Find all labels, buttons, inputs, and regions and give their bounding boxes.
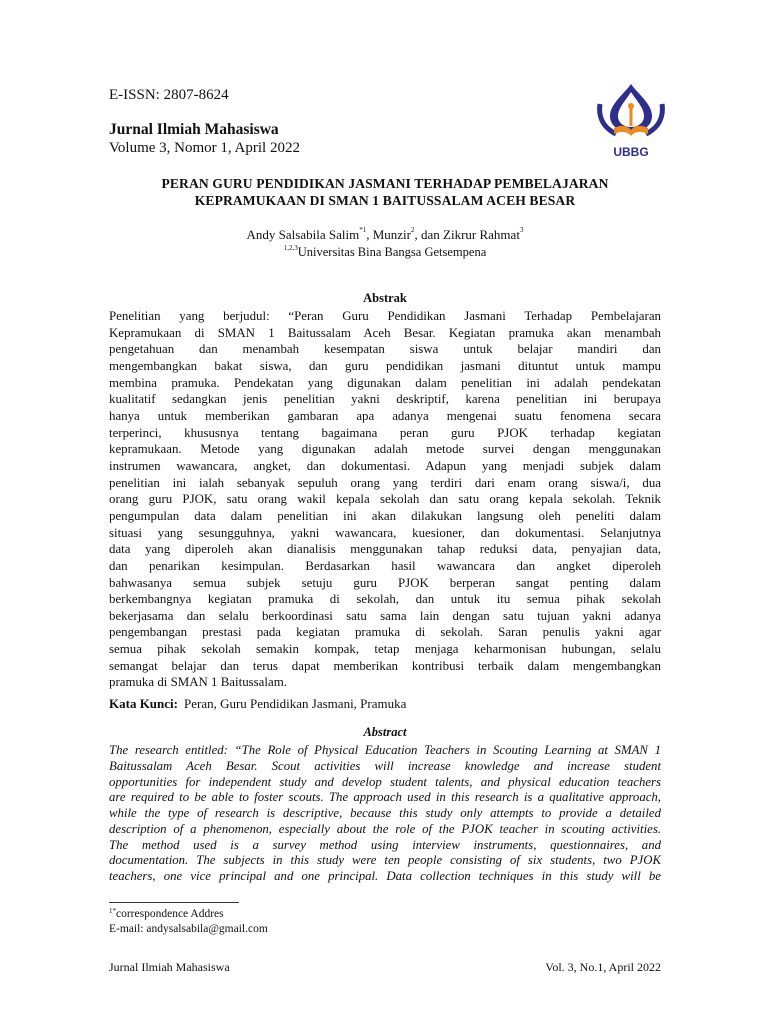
text-line: kepramukaan. Metode yang digunakan adalah metode survei dengan menggunakan [109, 442, 661, 457]
text-line: pramuka di SMAN 1 Baitussalam. [109, 675, 287, 690]
text-line: penelitian ini ialah sebanyak sepuluh orang yang terdiri dari enam orang siswa/i, dua [109, 475, 661, 490]
text-line: documentation. The subjects in this study were ten people consisting of six students, two PJOK [109, 853, 661, 868]
abstract-body [109, 743, 661, 885]
affiliation [110, 245, 660, 260]
text-line: opportunities for independent study and develop student talents, and physical education teachers [109, 774, 661, 789]
issn: E-ISSN: 2807-8624 [109, 87, 229, 103]
text-line: instrumen wawancara, angket, dan dokumentasi. Adapun yang menjadi subjek dalam [109, 458, 661, 473]
keywords-label: Kata Kunci: [109, 696, 178, 711]
text-line: membina pramuka. Pendekatan yang digunakan dalam penelitian ini adalah pendekatan [109, 375, 661, 390]
text-line: are required to be able to foster scouts. The approach used in this research is a qualitative approach, [109, 790, 661, 805]
text-line: hanya untuk memberikan gambaran apa adanya mengenai suatu fenomena secara [109, 408, 661, 423]
footer-journal: Jurnal Ilmiah Mahasiswa [109, 960, 230, 974]
logo-text: UBBG [613, 145, 649, 159]
author-2: Munzir [372, 227, 411, 242]
text-line: Kepramukaan di SMAN 1 Baitussalam Aceh Besar. Kegiatan pramuka akan menambah [109, 325, 661, 340]
text-line: The method used is a survey method using interview instruments, questionnaires, and [109, 837, 661, 852]
text-line: terperinci, khususnya tentang bagaimana peran guru PJOK terhadap kegiatan [109, 425, 661, 440]
author-3: Zikrur Rahmat [443, 227, 520, 242]
text-line: pengetahuan dan menambah kesempatan siswa untuk belajar mandiri dan [109, 342, 661, 357]
text-line: mengembangkan bakat siswa, dan guru pendidikan jasmani dituntut untuk mampu [109, 358, 661, 373]
text-line: pengumpulan data dalam penelitian ini akan dilakukan langsung oleh peneliti dalam [109, 508, 661, 523]
text-line: data yang diperoleh akan dianalisis menggunakan tahap reduksi data, penyajian data, [109, 542, 661, 557]
text-line: semangat belajar dan terus dapat memberikan kontribusi terbaik dalam mengembangkan [109, 658, 661, 673]
text-line: bekerjasama dan selalu berkoordinasi satu sama lain dengan satu tujuan yakni adanya [109, 608, 661, 623]
text-line: description of a phenomenon, especially about the role of the PJOK teacher in scouting activities. [109, 821, 661, 836]
affiliation-sup: 1,2,3 [283, 244, 298, 252]
author-3-sup: 3 [519, 226, 524, 234]
text-line: semua pihak sekolah semakin kompak, tetap menjaga keharmonisan hubungan, selalu [109, 642, 661, 657]
text-line: dan penarikan kesimpulan. Berdasarkan hasil wawancara dan angket diperoleh [109, 558, 661, 573]
paper-title [110, 175, 660, 209]
ubbg-logo [594, 82, 668, 162]
title-line-2: KEPRAMUKAAN DI SMAN 1 BAITUSSALAM ACEH BESAR [194, 193, 576, 208]
text-line: bahwasanya semua subjek setuju guru PJOK berperan sangat penting dalam [109, 575, 661, 590]
journal-name: Jurnal Ilmiah Mahasiswa [109, 121, 279, 138]
text-line: teachers, one vice principal and one principal. Data collection techniques in this study will be [109, 869, 661, 883]
footnote-sup: 1* [109, 907, 116, 915]
footnote-correspondence [109, 908, 224, 920]
author-separator: , dan [414, 227, 444, 242]
text-line: The research entitled: “The Role of Physical Education Teachers in Scouting Learning at SMAN 1 [109, 743, 661, 757]
text-line: Penelitian yang berjudul: “Peran Guru Pendidikan Jasmani Terhadap Pembelajaran [109, 309, 661, 323]
text-line: berkembangnya kegiatan pramuka di sekolah, dan untuk itu semua pihak sekolah [109, 592, 661, 607]
title-line-1: PERAN GURU PENDIDIKAN JASMANI TERHADAP PEMBELAJARAN [161, 176, 609, 191]
journal-volume: Volume 3, Nomor 1, April 2022 [109, 140, 300, 156]
footer-volume: Vol. 3, No.1, April 2022 [545, 960, 661, 974]
text-line: orang guru PJOK, satu orang wakil kepala sekolah dan satu orang kepala sekolah. Teknik [109, 492, 661, 507]
footnote-text: correspondence Addres [116, 908, 224, 920]
authors: Andy Salsabila Salim$^{*1}$, Munzir$^2$, dan Zikrur Rahmat$^3$ [246, 226, 524, 242]
text-line: pengembangan prestasi pada kegiatan pramuka di sekolah. Saran penulis yakni agar [109, 625, 661, 640]
author-2-sup: 2 [411, 226, 415, 234]
text-line: Baitussalam Aceh Besar. Scout activities will increase knowledge and increase student [109, 758, 661, 773]
affiliation-name: Universitas Bina Bangsa Getsempena [297, 245, 487, 259]
text-line: while the type of research is descriptive, because this study only attempts to provide a detailed [109, 806, 661, 820]
author-1: Andy Salsabila Salim [246, 227, 360, 242]
keywords [109, 696, 406, 712]
keywords-text: Peran, Guru Pendidikan Jasmani, Pramuka [183, 696, 407, 711]
abstrak-heading: Abstrak [363, 291, 407, 305]
footnote-divider [109, 902, 239, 903]
footnote-email: E-mail: andysalsabila@gmail.com [109, 923, 268, 935]
text-line: situasi yang sesungguhnya, yakni wawancara, kuesioner, dan dokumentasi. Selanjutnya [109, 525, 661, 540]
abstract-heading: Abstract [363, 725, 407, 739]
text-line: kualitatif sedangkan jenis penelitian yakni deskriptif, karena penelitian ini berupaya [109, 392, 661, 407]
author-1-sup: *1 [359, 226, 367, 234]
abstrak-body [109, 308, 661, 691]
